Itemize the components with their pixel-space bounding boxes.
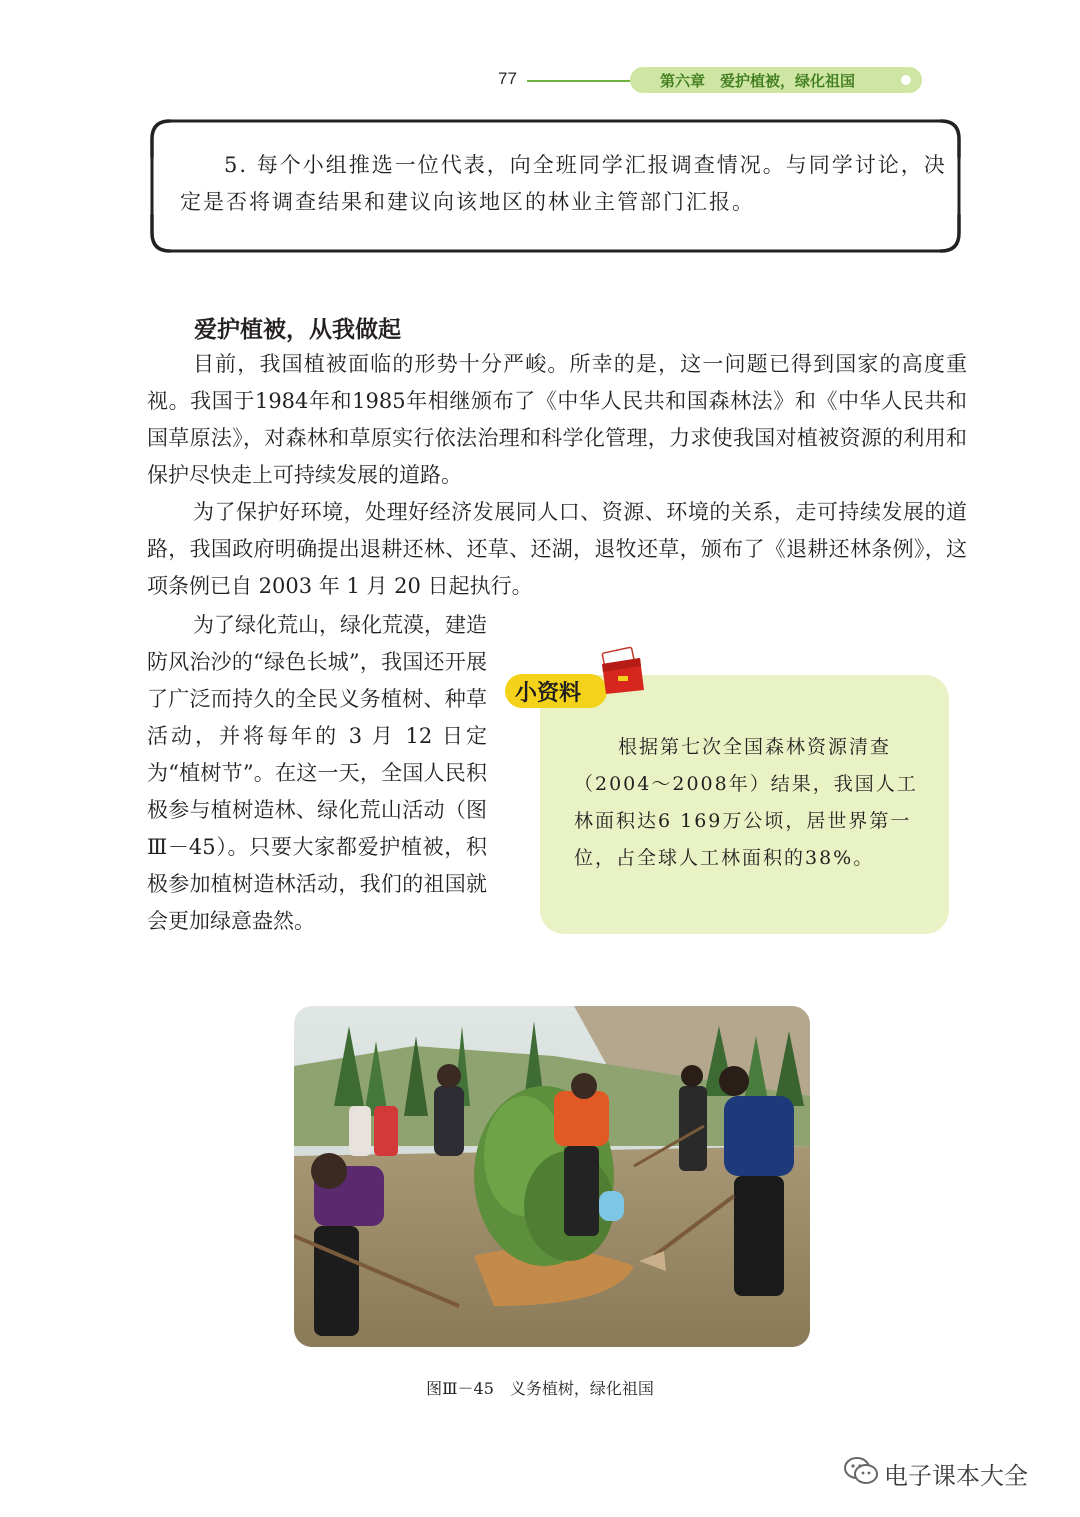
figure-caption: 图Ⅲ－45 义务植树，绿化祖国 (426, 1379, 654, 1398)
footer-watermark: 电子课本大全 (884, 1462, 1028, 1490)
paragraph: 为了绿化荒山，绿化荒漠，建造防风治沙的“绿色长城”，我国还开展了广泛而持久的全民义务植树、种草活动，并将每年的 3 月 12 日定为“植树节”。在这一天，全国人民积极参与植树造林、绿化荒山活动（图Ⅲ－45）。只要大家都爱护植被，积极参加植树造林活动，我们的祖国就会更加绿意盎然。 (147, 613, 487, 933)
chapter-tab-dot (901, 75, 911, 85)
chapter-title: 第六章 爱护植被，绿化祖国 (660, 72, 856, 90)
activity-box (148, 117, 963, 255)
header-rule (527, 80, 635, 82)
info-text: 根据第七次全国森林资源清查（2004～2008年）结果，我国人工林面积达6 169万公顷，居世界第一位，占全球人工林面积的38%。 (574, 736, 918, 869)
page-number: 77 (498, 69, 517, 88)
section-title: 爱护植被，从我做起 (194, 317, 401, 343)
paragraph: 为了保护好环境，处理好经济发展同人口、资源、环境的关系，走可持续发展的道路，我国政府明确提出退耕还林、还草、还湖，退牧还草，颁布了《退耕还林条例》，这项条例已自 2003 年 1 月 20 日起执行。 (147, 500, 967, 598)
body-text (147, 346, 967, 605)
wechat-icon (843, 1455, 879, 1487)
document-box-icon (600, 646, 646, 696)
tree-planting-photo (294, 1006, 810, 1347)
info-label-text: 小资料 (515, 681, 582, 706)
paragraph: 目前，我国植被面临的形势十分严峻。所幸的是，这一问题已得到国家的高度重视。我国于1984年和1985年相继颁布了《中华人民共和国森林法》和《中华人民共和国草原法》，对森林和草原实行依法治理和科学化管理，力求使我国对植被资源的利用和保护尽快走上可持续发展的道路。 (147, 352, 967, 487)
activity-text: 5. 每个小组推选一位代表，向全班同学汇报调查情况。与同学讨论，决定是否将调查结果和建议向该地区的林业主管部门汇报。 (180, 153, 947, 214)
side-text (147, 607, 487, 940)
chapter-tab (630, 67, 922, 93)
info-label (505, 674, 607, 708)
